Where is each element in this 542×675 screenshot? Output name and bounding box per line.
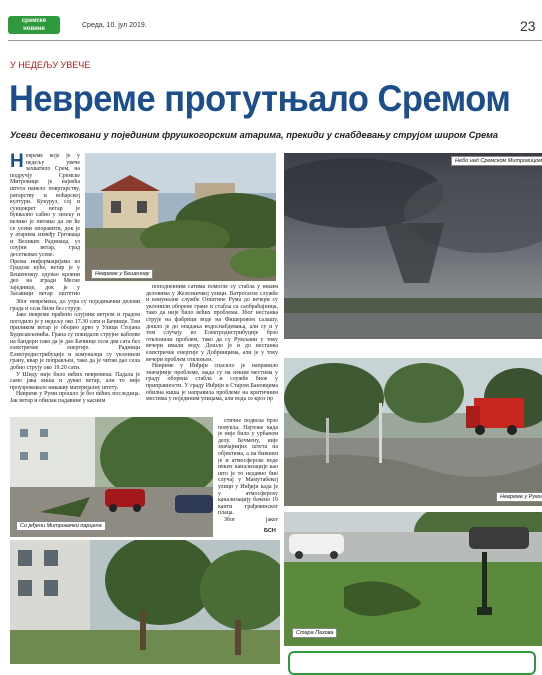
article-paragraph: У Шиду није било већих невремена. Падала је само јака киша и дувао ветар, али то није проузроковало никакву материјалну штету.	[10, 371, 140, 391]
photo-street	[10, 540, 280, 664]
article-paragraph: Према информацијама из Градске куће, ветар је у Бешеновцу одувао кровни део на згради Месне заједнице, док је у Засавици ветар оштетио	[10, 258, 80, 297]
article-paragraph: Невреме у Руми прошло је без већих последица. Јак ветар и обилан падавине у касним	[10, 391, 140, 404]
article-paragraph: стичне подвоза брзо повукла. Најтеже када је није било у урбаном делу. Бечмену, није значајнијих штета на објектима, а на бившем је и атмосферске воде неких канализације као што је то недавно био случај у Мамутабекој улици у Инђији када је у атмосферску канализацију бачено 10 канти грађевинског плаца.	[218, 418, 278, 517]
photo-caption: Невреме у Бешенову	[91, 269, 153, 279]
article-paragraph: Јако невреме праћено олујним ветром и градом погодило је у недељу око 17.30 сати и Бачинце. Том приликом ветар је оборио дрво у Улици Стојана Будисављевића. Грана су покидали струјне каблове на бандери тако да је дао Бачинце села два сата без електричне енергије. Радници Електродистрибуције и комуналци су уклонили грану, квар је поправљен, тако да је читав дао села добио струју око 19.20 сати.	[10, 312, 140, 371]
issue-date: Среда, 10. јул 2019.	[82, 22, 147, 29]
article-column-1-top	[10, 153, 80, 297]
photo-pazova	[284, 512, 542, 646]
article-column-2	[146, 284, 278, 414]
article-paragraph: Због невремена, до утра су појединачни делови града и села били без струје.	[10, 299, 140, 312]
photo-caption: Невреме у Руми	[496, 492, 542, 502]
newspaper-logo	[8, 16, 60, 34]
article-paragraph: Невреме у Инђији спасило је направило значајније проблеме, мада су на неким местима у граду оборена стабла и службе биле у приправности. У граду Инђији и Старом Бановцима обилна киша је направила проблеме на критичним местима у појединим улицама, али вода се кроз пр	[146, 363, 278, 403]
photo-beshenovo	[85, 153, 276, 281]
article-kicker: У НЕДЕЉУ УВЕЧЕ	[10, 60, 91, 70]
photo-caption: Со јеђени Митровачки парцела	[16, 521, 106, 531]
page-number: 23	[520, 18, 536, 34]
promo-box-border	[288, 651, 536, 675]
article-column-3	[218, 418, 278, 523]
photo-parking	[10, 417, 213, 537]
article-paragraph: евреме које је у недељу увече захватило Срем, на подручју Сремске Митровице је највећа штета нанело повртарству, ратарству и воћарској култури. Кукуруз, сој и сунцокрет ветар је буквално сабио у земљу и велико је питање да ли ће се усеви опоравити, док је у атарима између Грговаца и Великих Радинаца, уз олујни ветар, град десетковао усеве.	[10, 153, 80, 258]
header-divider	[8, 40, 542, 41]
photo-caption: Небо над Сремском Митровицом	[451, 156, 542, 166]
article-column-1-bottom	[10, 299, 140, 417]
article-paragraph: поподневним сатима помогле су стабла у неким деловима у Железничкој улици. Ватрогасне службе и комуналне службе Општине Рума до вечери су уклонили оборене гране и стабла са саобраћајница, тако да није било већих проблема. Због нестанка струје на фабрици воде на Фишеровом салашу, дошло је до опадања водоснабдевања, али су и у том случају из Електродистрибуције брзо отклонили проблем, тако да су Румљани у току вечери имали воду. Дошло је и до нестанка електричне енергије у Добринцима, али је у току вечери проблем отклоњен.	[146, 284, 278, 363]
photo-caption: Стара Пазова	[292, 628, 337, 638]
article-paragraph: Због јаког	[224, 516, 278, 523]
article-subtitle: Усеви десетковани у појединим фрушкогорским атарима, прекиди у снабдевању струјом широм Срема	[10, 130, 499, 140]
logo-line1: сремске	[21, 18, 47, 24]
article-title: Невреме протутњало Сремом	[9, 78, 511, 119]
article-signature: БСН	[264, 528, 276, 534]
photo-rumi	[284, 358, 542, 506]
drop-cap: Н	[10, 153, 24, 172]
photo-storm-sky	[284, 153, 542, 339]
logo-line2: новине	[23, 26, 45, 32]
